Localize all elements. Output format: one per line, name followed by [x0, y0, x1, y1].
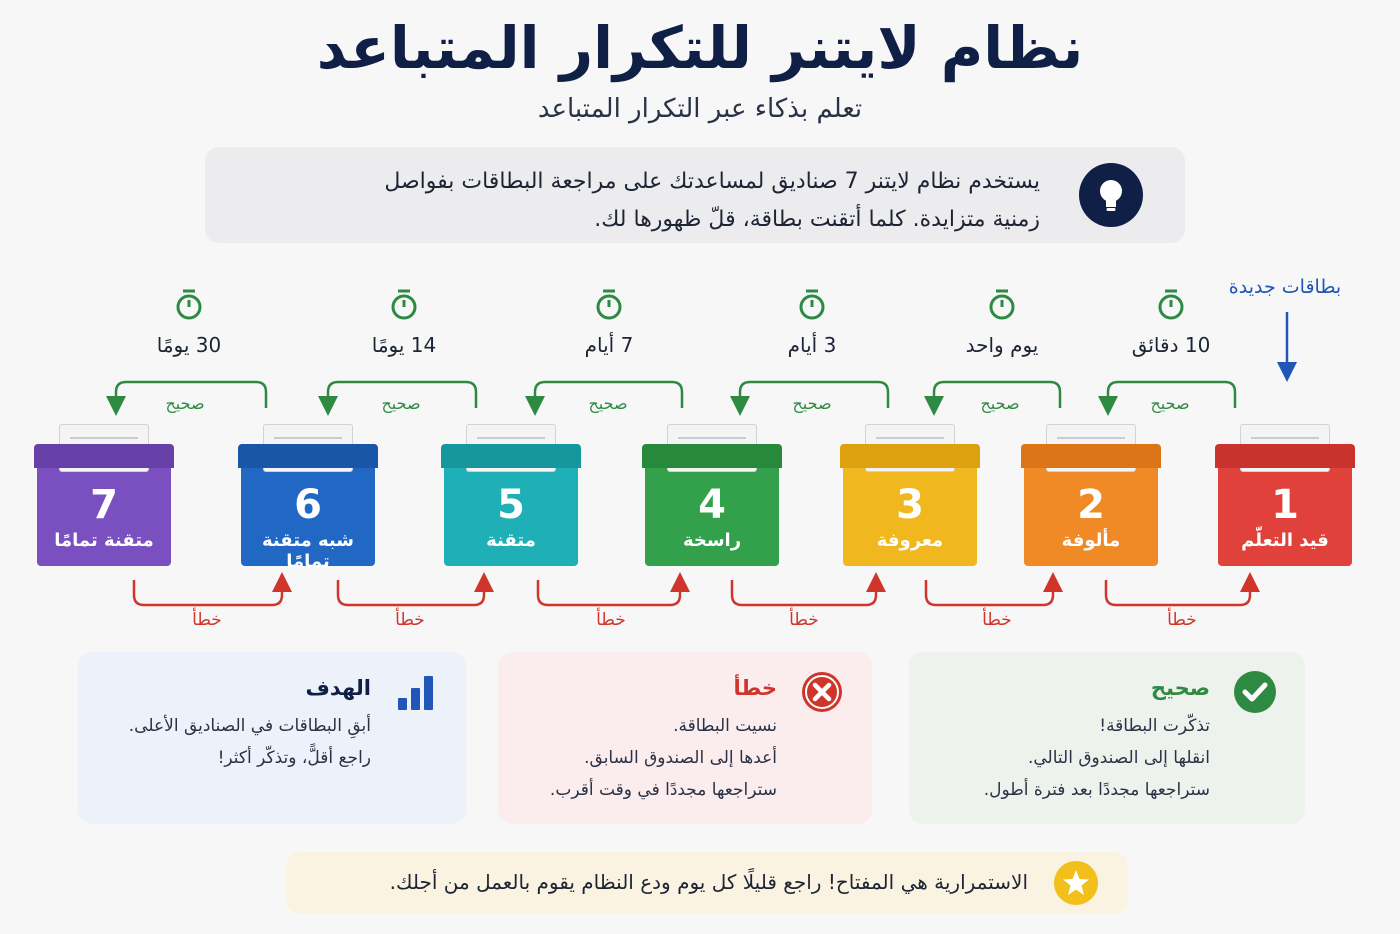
box-number: 7 [90, 482, 118, 528]
wrong-card-line: أعدها إلى الصندوق السابق. [584, 748, 777, 768]
leitner-box-6 [241, 444, 375, 572]
footer-text: الاستمرارية هي المفتاح! راجع قليلًا كل يوم ودع النظام يقوم بالعمل من أجلك. [389, 870, 1028, 894]
correct-card-line: ستراجعها مجددًا بعد فترة أطول. [983, 780, 1210, 800]
star-icon [1054, 861, 1098, 905]
interval-box-5: 14 يومًا [371, 333, 437, 357]
correct-label: صحيح [381, 394, 421, 413]
box-lid [238, 444, 378, 468]
box-name: معروفة [876, 530, 944, 551]
check-circle-icon [1233, 670, 1277, 714]
interval-box-3: 3 أيام [787, 333, 837, 357]
wrong-label: خطأ [1167, 610, 1197, 630]
box-number: 1 [1271, 482, 1299, 528]
new-cards-label: بطاقات جديدة [1228, 276, 1342, 298]
correct-card-title: صحيح [1150, 676, 1210, 700]
correct-info-card [909, 652, 1305, 824]
wrong-arrow-1 [1106, 580, 1250, 605]
correct-card-line: انقلها إلى الصندوق التالي. [1027, 748, 1210, 768]
footer-tip [286, 852, 1128, 914]
correct-label: صحيح [165, 394, 205, 413]
correct-label: صحيح [792, 394, 832, 413]
box-lid [441, 444, 581, 468]
leitner-box-3 [843, 444, 977, 566]
wrong-card-line: ستراجعها مجددًا في وقت أقرب. [549, 780, 777, 800]
box-lid [642, 444, 782, 468]
interval-box-1: 10 دقائق [1131, 333, 1211, 357]
box-name: راسخة [682, 530, 742, 551]
wrong-label: خطأ [789, 610, 819, 630]
wrong-card-title: خطأ [733, 676, 777, 700]
interval-box-2: يوم واحد [965, 333, 1039, 357]
intro-line-2: زمنية متزايدة. كلما أتقنت بطاقة، قلّ ظهورها لك. [594, 207, 1040, 232]
wrong-arrow-4 [538, 580, 680, 605]
wrong-label: خطأ [192, 610, 222, 630]
wrong-label: خطأ [395, 610, 425, 630]
interval-box-6: 30 يومًا [156, 333, 222, 357]
wrong-arrow-6 [134, 580, 282, 605]
bar-chart-icon [394, 670, 438, 714]
box-name: متقنة تمامًا [54, 530, 154, 551]
leitner-box-7 [37, 444, 171, 566]
goal-card-line: راجع أقلًّ، وتذكّر أكثر! [217, 748, 371, 768]
leitner-box-4 [645, 444, 779, 566]
box-name: قيد التعلّم [1241, 530, 1329, 551]
leitner-box-2 [1024, 444, 1158, 566]
goal-info-card [78, 652, 466, 824]
goal-card-line: أبقِ البطاقات في الصناديق الأعلى. [128, 716, 371, 736]
page-subtitle: تعلم بذكاء عبر التكرار المتباعد [537, 94, 863, 124]
box-name: متقنة [486, 530, 536, 551]
box-name: مألوفة [1061, 530, 1121, 551]
correct-label: صحيح [588, 394, 628, 413]
wrong-arrow-2 [926, 580, 1053, 605]
wrong-label: خطأ [596, 610, 626, 630]
stopwatch-icon-1 [1160, 291, 1182, 318]
correct-card-line: تذكّرت البطاقة! [1099, 716, 1210, 736]
intro-line-1: يستخدم نظام لايتنر 7 صناديق لمساعدتك على مراجعة البطاقات بفواصل [384, 169, 1040, 194]
stopwatch-icon-5 [393, 291, 415, 318]
wrong-arrow-5 [338, 580, 484, 605]
correct-label: صحيح [980, 394, 1020, 413]
stopwatch-icon-3 [801, 291, 823, 318]
goal-card-title: الهدف [305, 676, 371, 700]
leitner-box-5 [444, 444, 578, 566]
box-number: 4 [698, 482, 726, 528]
box-number: 5 [497, 482, 525, 528]
box-lid [840, 444, 980, 468]
interval-box-4: 7 أيام [584, 333, 634, 357]
stopwatch-icon-4 [598, 291, 620, 318]
box-number: 2 [1077, 482, 1105, 528]
stopwatch-icon-6 [178, 291, 200, 318]
wrong-card-line: نسيت البطاقة. [673, 716, 777, 736]
correct-label: صحيح [1150, 394, 1190, 413]
box-number: 6 [294, 482, 322, 528]
box-number: 3 [896, 482, 924, 528]
wrong-arrow-3 [732, 580, 876, 605]
box-name: شبه متقنة تمامًا [262, 530, 354, 572]
page-title: نظام لايتنر للتكرار المتباعد [316, 14, 1084, 82]
wrong-label: خطأ [982, 610, 1012, 630]
x-circle-icon [800, 670, 844, 714]
leitner-box-1 [1218, 444, 1352, 566]
stopwatch-icon-2 [991, 291, 1013, 318]
wrong-info-card [498, 652, 872, 824]
box-lid [1021, 444, 1161, 468]
box-lid [1215, 444, 1355, 468]
box-lid [34, 444, 174, 468]
